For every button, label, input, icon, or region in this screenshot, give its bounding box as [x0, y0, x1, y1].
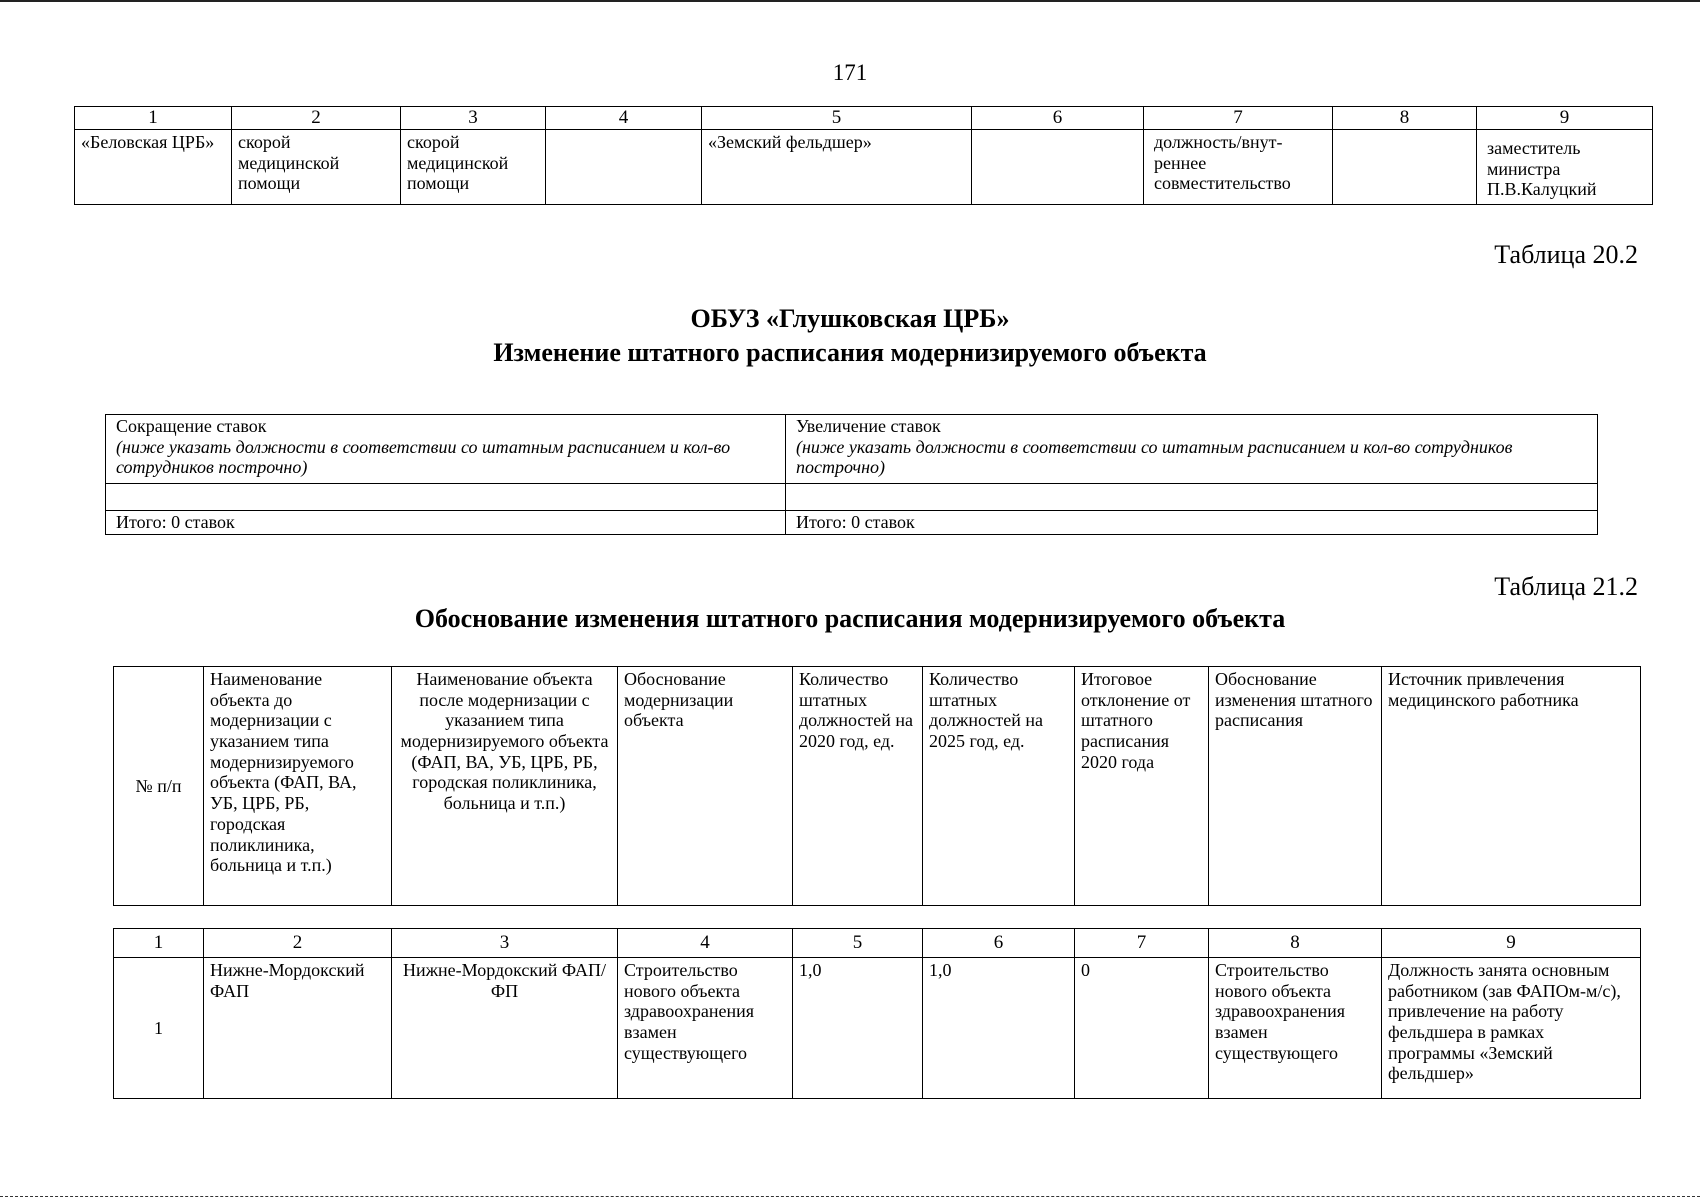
table-cell: скорой медицинской помощи [232, 130, 401, 205]
column-number: 6 [923, 929, 1075, 958]
column-header: Источник привлечения медицинского работника [1382, 667, 1641, 906]
column-number: 2 [232, 107, 401, 130]
table-cell: 1,0 [923, 958, 1075, 1099]
table-header-row [106, 415, 1598, 484]
change-title: Изменение штатного расписания модернизируемого объекта [493, 338, 1207, 367]
reduction-header: Сокращение ставок [116, 416, 267, 436]
justification-title: Обоснование изменения штатного расписания модернизируемого объекта [414, 604, 1286, 633]
table-cell [546, 130, 702, 205]
table-cell [786, 484, 1598, 511]
column-header: Итоговое отклонение от штатного расписания 2020 года [1075, 667, 1209, 906]
column-header: Количество штатных должностей на 2025 год, ед. [923, 667, 1075, 906]
reduction-note: (ниже указать должности в соответствии со штатным расписанием и кол-во сотрудников построчно) [116, 436, 731, 478]
column-number: 1 [75, 107, 232, 130]
staffing-change-table [105, 414, 1598, 535]
table-cell: Нижне-Мордокский ФАП/ФП [392, 958, 618, 1099]
column-number: 8 [1333, 107, 1477, 130]
top-scan-edge [0, 0, 1700, 2]
table-cell: Нижне-Мордокский ФАП [204, 958, 392, 1099]
column-header: Количество штатных должностей на 2020 год, ед. [793, 667, 923, 906]
continuation-table [74, 106, 1653, 205]
column-header: № п/п [114, 667, 204, 906]
column-number: 5 [702, 107, 972, 130]
table-cell: 0 [1075, 958, 1209, 1099]
reduction-header-cell [106, 415, 786, 484]
org-title: ОБУЗ «Глушковская ЦРБ» [690, 304, 1010, 333]
column-number: 9 [1477, 107, 1653, 130]
table-cell: заместитель министра П.В.Калуцкий [1477, 130, 1653, 205]
reduction-total: Итого: 0 ставок [106, 511, 786, 535]
justification-header-table [113, 666, 1641, 906]
increase-header-cell [786, 415, 1598, 484]
table-cell: 1,0 [793, 958, 923, 1099]
total-row [106, 511, 1598, 535]
table-cell: «Земский фельдшер» [702, 130, 972, 205]
column-number: 7 [1075, 929, 1209, 958]
column-header: Обоснование модернизации объекта [618, 667, 793, 906]
increase-note: (ниже указать должности в соответствии со штатным расписанием и кол-во сотрудников построчно) [796, 436, 1513, 478]
column-number: 3 [401, 107, 546, 130]
table-row [106, 484, 1598, 511]
table-cell [106, 484, 786, 511]
justification-data-table [113, 928, 1641, 1099]
column-number: 4 [618, 929, 793, 958]
table-cell: Строительство нового объекта здравоохранения взамен существующего [618, 958, 793, 1099]
page-number: 171 [832, 60, 868, 85]
table-cell [972, 130, 1144, 205]
table-cell: скорой медицинской помощи [401, 130, 546, 205]
column-number: 2 [204, 929, 392, 958]
column-number: 5 [793, 929, 923, 958]
column-number-row [75, 107, 1653, 130]
increase-total: Итого: 0 ставок [786, 511, 1598, 535]
increase-header: Увеличение ставок [796, 416, 941, 436]
column-number: 7 [1144, 107, 1333, 130]
table-21-label: Таблица 21.2 [1494, 572, 1638, 601]
column-number: 6 [972, 107, 1144, 130]
column-header: Наименование объекта до модернизации с указанием типа модернизируемого объекта (ФАП, ВА, УБ, ЦРБ, РБ, городская поликлиника, больница и т.п.) [204, 667, 392, 906]
table-cell: 1 [114, 958, 204, 1099]
column-number: 9 [1382, 929, 1641, 958]
table-row [114, 958, 1641, 1099]
column-number: 4 [546, 107, 702, 130]
table-cell [1333, 130, 1477, 205]
table-20-label: Таблица 20.2 [1494, 240, 1638, 269]
table-cell: Должность занята основным работником (зав ФАПОм-м/с), привлечение на работу фельдшера в рамках программы «Земский фельдшер» [1382, 958, 1641, 1099]
bottom-scan-edge [0, 1196, 1700, 1197]
table-cell: должность/внут-реннее совместительство [1144, 130, 1333, 205]
column-header: Наименование объекта после модернизации с указанием типа модернизируемого объекта (ФАП, ВА, УБ, ЦРБ, РБ, городская поликлиника, больница и т.п.) [392, 667, 618, 906]
table-header-row [114, 667, 1641, 906]
table-cell: Строительство нового объекта здравоохранения взамен существующего [1209, 958, 1382, 1099]
column-number: 8 [1209, 929, 1382, 958]
column-number: 1 [114, 929, 204, 958]
column-number-row [114, 929, 1641, 958]
column-header: Обоснование изменения штатного расписания [1209, 667, 1382, 906]
table-cell: «Беловская ЦРБ» [75, 130, 232, 205]
column-number: 3 [392, 929, 618, 958]
table-row [75, 130, 1653, 205]
